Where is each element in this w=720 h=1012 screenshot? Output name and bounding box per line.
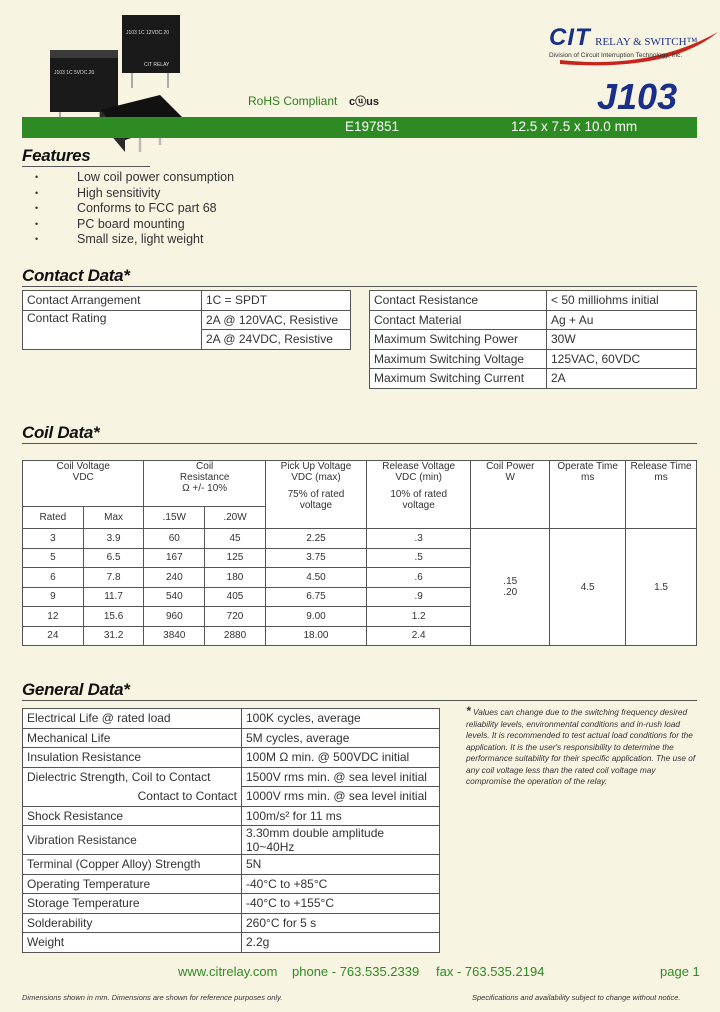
coil-power-header: Coil Power W bbox=[471, 461, 550, 529]
table-row: 12 15.6 960 720 9.00 1.2 bbox=[23, 607, 697, 627]
release-time-header: Release Time ms bbox=[626, 461, 697, 529]
table-row: Rated Max .15W .20W bbox=[23, 507, 697, 529]
table-row: 24 31.2 3840 2880 18.00 2.4 bbox=[23, 626, 697, 646]
division-text: Division of Circuit Interruption Technology, Inc. bbox=[549, 52, 683, 59]
table-row bbox=[23, 461, 697, 507]
features-divider bbox=[22, 166, 150, 167]
file-number: E197851 bbox=[345, 119, 400, 134]
list-item: • High sensitivity bbox=[22, 186, 234, 202]
table-row: Weight 2.2g bbox=[23, 933, 440, 953]
footnote bbox=[466, 706, 701, 788]
rohs-compliant: RoHS Compliant bbox=[248, 94, 338, 108]
coil-voltage-header: Coil Voltage VDC bbox=[23, 461, 144, 507]
table-row: Operating Temperature -40°C to +85°C bbox=[23, 874, 440, 894]
footer-fax: fax - 763.535.2194 bbox=[436, 964, 545, 979]
photo-label-2: J103 1C 12VDC.20 bbox=[126, 30, 170, 36]
table-row: Shock Resistance 100m/s² for 11 ms bbox=[23, 806, 440, 826]
brand-cit: CIT bbox=[549, 24, 591, 51]
table-row: Mechanical Life 5M cycles, average bbox=[23, 728, 440, 748]
footer-phone: phone - 763.535.2339 bbox=[292, 964, 420, 979]
coil-title: Coil Data* bbox=[22, 423, 100, 442]
table-row: Contact Resistance < 50 milliohms initial bbox=[370, 291, 697, 311]
table-row: 3 3.9 60 45 2.25 .3 .15 .20 4.5 1.5 bbox=[23, 529, 697, 549]
table-row: Maximum Switching Current 2A bbox=[370, 369, 697, 389]
photo-label-1: J103 1C 5VDC.20 bbox=[54, 70, 95, 76]
table-row: Maximum Switching Power 30W bbox=[370, 330, 697, 350]
contact-table-left bbox=[22, 290, 351, 350]
footer-dimensions-note: Dimensions shown in mm. Dimensions are shown for reference purposes only. bbox=[22, 993, 283, 1002]
footnote-star: * bbox=[466, 704, 471, 718]
table-row: Contact to Contact 1000V rms min. @ sea level initial bbox=[23, 787, 440, 807]
photo-label-3: CIT RELAY bbox=[144, 62, 170, 68]
contact-title: Contact Data* bbox=[22, 266, 130, 285]
table-row: 9 11.7 540 405 6.75 .9 bbox=[23, 587, 697, 607]
footer-spec-note: Specifications and availability subject to change without notice. bbox=[472, 993, 681, 1002]
table-row: Insulation Resistance 100M Ω min. @ 500VDC initial bbox=[23, 748, 440, 768]
list-item: • PC board mounting bbox=[22, 217, 234, 233]
coil-power-value: .15 .20 bbox=[471, 529, 550, 646]
coil-table bbox=[22, 460, 697, 646]
table-row: Storage Temperature -40°C to +155°C bbox=[23, 894, 440, 914]
contact-divider bbox=[22, 286, 697, 287]
features-title: Features bbox=[22, 146, 91, 165]
ul-cert-mark: cⓤus bbox=[349, 96, 379, 108]
release-time-value: 1.5 bbox=[626, 529, 697, 646]
table-row: 5 6.5 167 125 3.75 .5 bbox=[23, 548, 697, 568]
general-divider bbox=[22, 700, 697, 701]
spec-bar bbox=[22, 117, 697, 138]
coil-divider bbox=[22, 443, 697, 444]
footer-page: page 1 bbox=[660, 964, 700, 979]
table-row: Electrical Life @ rated load 100K cycles, average bbox=[23, 709, 440, 729]
brand-relay-switch: RELAY & SWITCH™ bbox=[595, 36, 698, 48]
features-list bbox=[22, 170, 234, 248]
table-row: Vibration Resistance 3.30mm double amplitude 10~40Hz bbox=[23, 826, 440, 855]
list-item: • Small size, light weight bbox=[22, 232, 234, 248]
release-voltage-header: Release Voltage VDC (min) 10% of rated voltage bbox=[367, 461, 471, 529]
operate-time-value: 4.5 bbox=[550, 529, 626, 646]
dimensions: 12.5 x 7.5 x 10.0 mm bbox=[511, 119, 638, 134]
table-row: Contact Material Ag + Au bbox=[370, 310, 697, 330]
table-row: Solderability 260°C for 5 s bbox=[23, 913, 440, 933]
list-item: • Conforms to FCC part 68 bbox=[22, 201, 234, 217]
table-row: 2A @ 24VDC, Resistive bbox=[23, 330, 351, 350]
coil-resistance-header: Coil Resistance Ω +/- 10% bbox=[144, 461, 265, 507]
list-item: • Low coil power consumption bbox=[22, 170, 234, 186]
table-row: Terminal (Copper Alloy) Strength 5N bbox=[23, 855, 440, 875]
table-row: Maximum Switching Voltage 125VAC, 60VDC bbox=[370, 349, 697, 369]
model-number: J103 bbox=[597, 76, 678, 117]
footnote-text: Values can change due to the switching frequency desired reliability levels, environmental conditions and in-rush load levels. It is recommended to test actual load conditions for the application. It is the user's responsibility to determine the performance suitability for their specific application. The use of any coil voltage less than the rated coil voltage may compromise the operation of the relay. bbox=[466, 707, 696, 786]
table-row: 6 7.8 240 180 4.50 .6 bbox=[23, 568, 697, 588]
general-title: General Data* bbox=[22, 680, 130, 699]
operate-time-header: Operate Time ms bbox=[550, 461, 626, 529]
table-row: Dielectric Strength, Coil to Contact 1500V rms min. @ sea level initial bbox=[23, 767, 440, 787]
contact-table-right bbox=[369, 290, 697, 389]
table-row: Contact Rating 2A @ 120VAC, Resistive bbox=[23, 310, 351, 330]
pickup-header: Pick Up Voltage VDC (max) 75% of rated voltage bbox=[265, 461, 366, 529]
footer-website[interactable]: www.citrelay.com bbox=[178, 964, 278, 979]
table-row: Contact Arrangement 1C = SPDT bbox=[23, 291, 351, 311]
general-table bbox=[22, 708, 440, 953]
